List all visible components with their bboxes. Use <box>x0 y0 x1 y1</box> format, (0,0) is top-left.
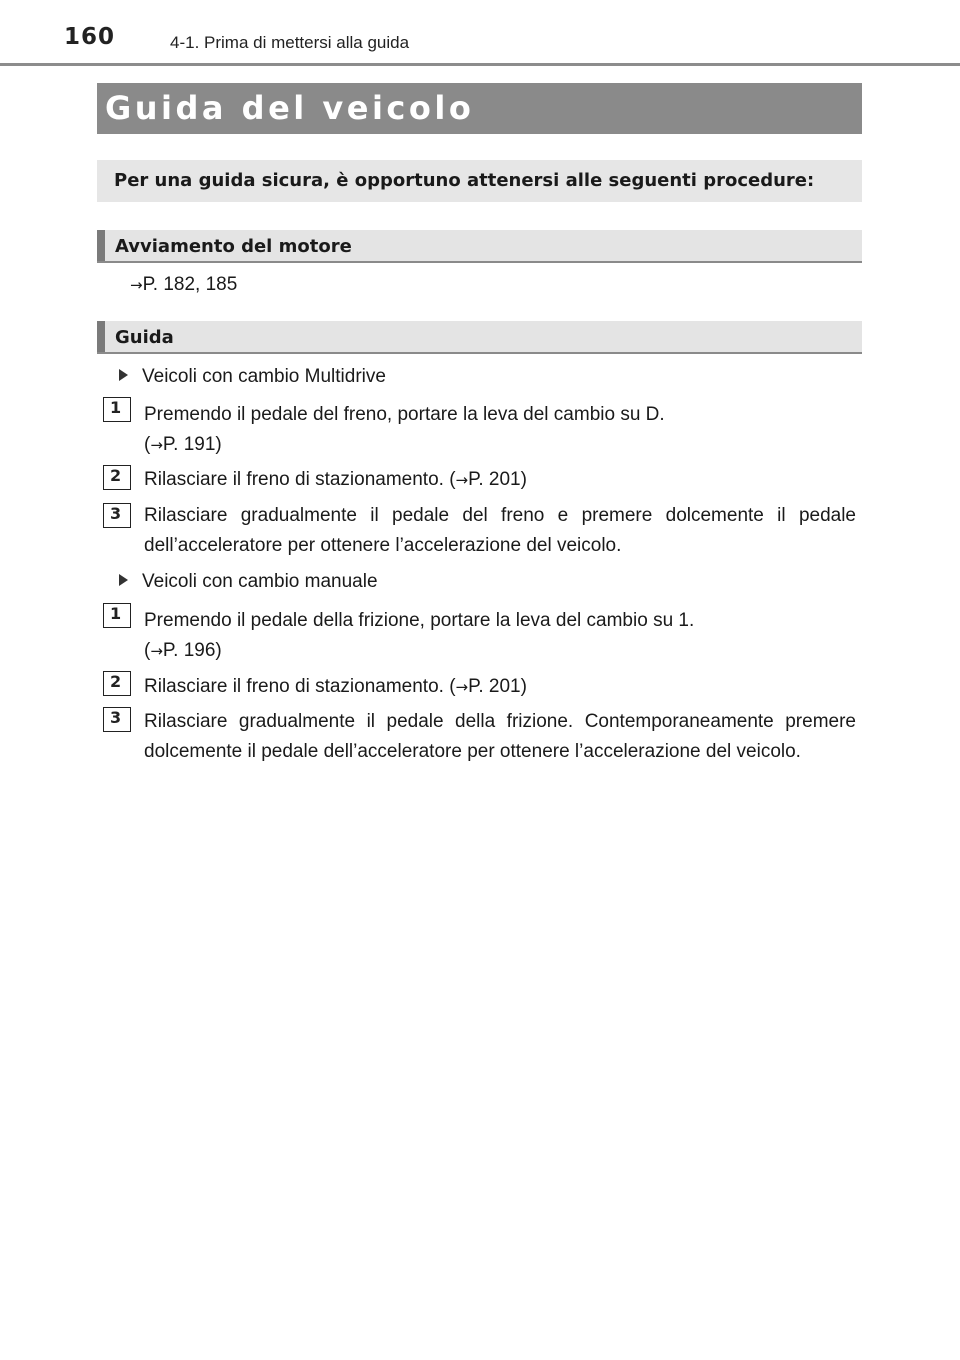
right-arrow-icon: → <box>150 436 163 454</box>
subheading-label: Guida <box>115 327 174 348</box>
subheading-label: Avviamento del motore <box>115 236 352 257</box>
reference-text: P. 182, 185 <box>142 274 238 295</box>
step-number-box <box>103 707 131 732</box>
step-text: Rilasciare gradualmente il pedale della frizione. Contemporaneamente premere dolcemente il pedale dell’acceleratore per ottenere l’accelerazione del veicolo. <box>144 711 856 762</box>
step-line: Rilasciare il freno di stazionamento. ( <box>144 676 456 697</box>
step-text <box>144 606 856 666</box>
step-number-box <box>103 671 131 696</box>
page-number: 160 <box>64 24 116 50</box>
bullet-multidrive <box>119 366 386 388</box>
step-line: Premendo il pedale della frizione, portare la leva del cambio su 1. <box>144 610 695 631</box>
engine-start-reference[interactable] <box>130 274 237 296</box>
page-reference[interactable]: P. 201) <box>468 469 527 490</box>
right-arrow-icon: → <box>150 642 163 660</box>
step-line <box>144 430 856 460</box>
step-number: 3 <box>110 708 122 727</box>
step-number-box <box>103 465 131 490</box>
step-text <box>144 672 856 702</box>
title-bar <box>97 83 862 134</box>
step-line: Premendo il pedale del freno, portare la leva del cambio su D. <box>144 404 665 425</box>
page-reference[interactable]: P. 191) <box>162 434 222 455</box>
bullet-label: Veicoli con cambio Multidrive <box>142 366 386 387</box>
bullet-label: Veicoli con cambio manuale <box>142 571 378 592</box>
step-number: 2 <box>110 466 122 485</box>
step-number-box <box>103 397 131 422</box>
step-text: Rilasciare gradualmente il pedale del freno e premere dolcemente il pedale dell’acceleratore per ottenere l’accelerazione del veicolo. <box>144 505 856 556</box>
subheading-driving <box>97 321 862 354</box>
intro-box <box>97 160 862 202</box>
subheading-engine-start <box>97 230 862 263</box>
step-number-box <box>103 503 131 528</box>
step-text <box>144 465 856 495</box>
step-number-box <box>103 603 131 628</box>
intro-text: Per una guida sicura, è opportuno attenersi alle seguenti procedure: <box>114 170 815 191</box>
section-label: 4-1. Prima di mettersi alla guida <box>170 33 410 52</box>
step-number: 1 <box>110 398 122 417</box>
step-line: Rilasciare il freno di stazionamento. ( <box>144 469 456 490</box>
page-title: Guida del veicolo <box>105 89 475 127</box>
step-line <box>144 636 856 666</box>
header-rule <box>0 63 960 66</box>
step-number: 1 <box>110 604 122 623</box>
triangle-bullet-icon <box>119 574 128 586</box>
right-arrow-icon: → <box>455 471 469 489</box>
step-number: 3 <box>110 504 122 523</box>
step-number: 2 <box>110 672 122 691</box>
triangle-bullet-icon <box>119 369 128 381</box>
page-reference[interactable]: P. 201) <box>468 676 527 697</box>
step-text <box>144 400 856 460</box>
page-reference[interactable]: P. 196) <box>162 640 222 661</box>
bullet-manual <box>119 571 378 593</box>
right-arrow-icon: → <box>130 276 143 294</box>
paren: ( <box>144 640 151 661</box>
paren: ( <box>144 434 151 455</box>
right-arrow-icon: → <box>455 678 469 696</box>
